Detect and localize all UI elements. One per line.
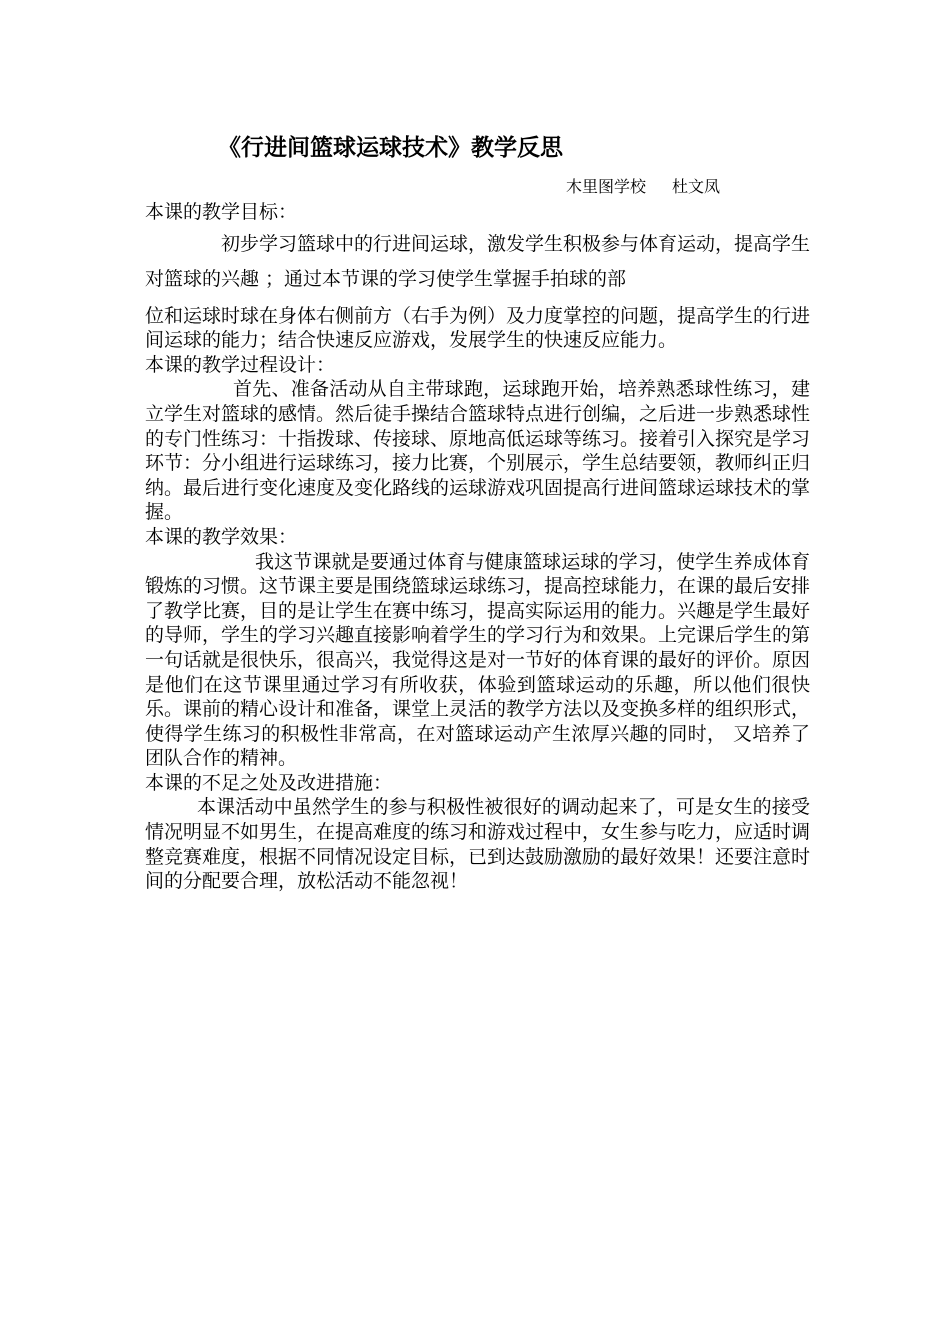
section-paragraph-effect: 我这节课就是要通过体育与健康篮球运球的学习，使学生养成体育锻炼的习惯。这节课主要是围绕篮球运球练习，提高控球能力，在课的最后安排了教学比赛，目的是让学生在赛中练习，提高实际运用的能力。兴趣是学生最好的导师，学生的学习兴趣直接影响着学生的学习行为和效果。上完课后学生的第一句话就是很快乐，很高兴，我觉得这是对一节好的体育课的最好的评价。原因是他们在这节课里通过学习有所收获，体验到篮球运动的乐趣，所以他们很快乐。课前的精心设计和准备，课堂上灵活的教学方法以及变换多样的组织形式，使得学生练习的积极性非常高，在对篮球运动产生浓厚兴趣的同时， 又培养了团队合作的精神。: [145, 550, 811, 770]
section-heading-improvement: 本课的不足之处及改进措施：: [145, 771, 393, 794]
section-paragraph-improvement: 本课活动中虽然学生的参与积极性被很好的调动起来了，可是女生的接受情况明显不如男生，在提高难度的练习和游戏过程中，女生参与吃力，应适时调整竞赛难度，根据不同情况设定目标，已到达鼓励激励的最好效果！还要注意时间的分配要合理，放松活动不能忽视！: [145, 796, 811, 893]
section-paragraph-goals-a: 初步学习篮球中的行进间运球，激发学生积极参与体育运动，提高学生对篮球的兴趣 ；通过本节课的学习使学生掌握手拍球的部: [145, 232, 811, 290]
section-paragraph-goals-b: 位和运球时球在身体右侧前方（右手为例）及力度掌控的问题，提高学生的行进间运球的能力；结合快速反应游戏，发展学生的快速反应能力。: [145, 304, 811, 352]
section-heading-goals: 本课的教学目标：: [145, 201, 298, 223]
section-paragraph-process: 首先、准备活动从自主带球跑，运球跑开始，培养熟悉球性练习，建立学生对篮球的感情。然后徒手操结合篮球特点进行创编，之后进一步熟悉球性的专门性练习：十指拨球、传接球、原地高低运球等练习。接着引入探究是学习环节：分小组进行运球练习，接力比赛，个别展示，学生总结要领，教师纠正归纳。最后进行变化速度及变化路线的运球游戏巩固提高行进间篮球运球技术的掌握。: [145, 378, 811, 524]
document-title: 《行进间篮球运球技术》教学反思: [218, 135, 563, 161]
school-name: 木里图学校: [566, 177, 647, 196]
document-body: [145, 200, 810, 894]
section-heading-process: 本课的教学过程设计：: [145, 353, 336, 376]
author-name: 杜文凤: [672, 177, 721, 196]
section-heading-effect: 本课的教学效果：: [145, 525, 298, 548]
author-line: [566, 175, 720, 199]
